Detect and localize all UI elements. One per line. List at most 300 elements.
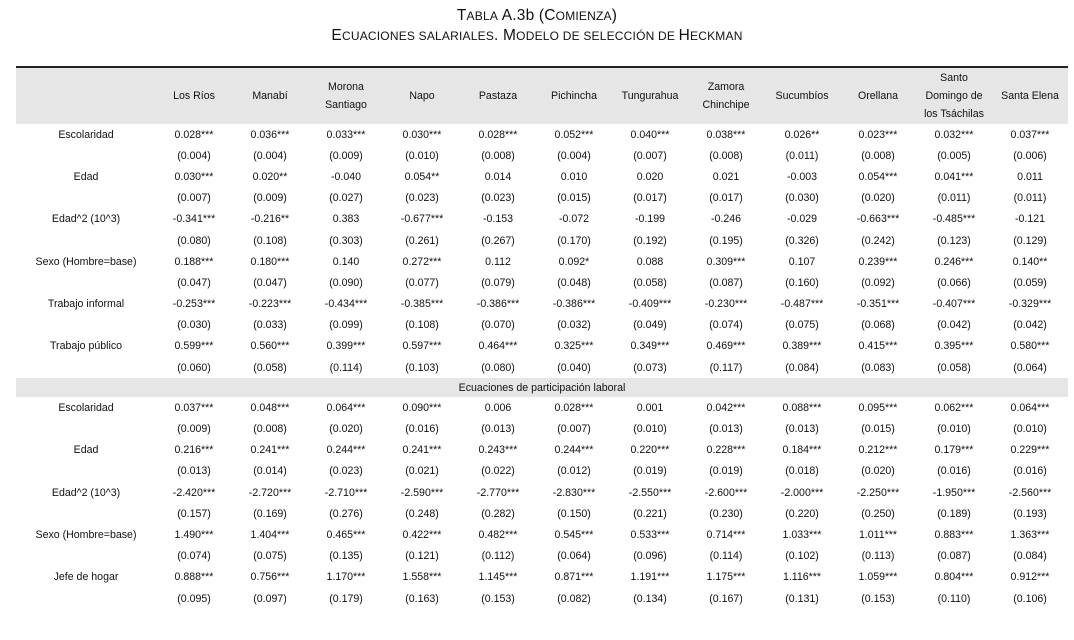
coef-cell: -2.600*** <box>704 486 748 499</box>
coef-cell: -2.550*** <box>628 486 672 499</box>
coef-cell: 0.021 <box>712 170 740 183</box>
se-cell: (0.013) <box>481 423 515 436</box>
se-cell: (0.058) <box>253 361 287 374</box>
se-cell: (0.163) <box>405 592 439 605</box>
coef-cell: -0.386*** <box>552 298 596 311</box>
coef-cell: -0.487*** <box>780 298 824 311</box>
coef-cell: 1.011*** <box>858 528 898 541</box>
se-cell: (0.150) <box>557 507 591 520</box>
se-cell: (0.282) <box>481 507 515 520</box>
subtitle-part: ODELO DE SELECCIÓN DE <box>516 29 679 43</box>
coef-cell: -2.420*** <box>172 486 216 499</box>
coef-cell: -0.040 <box>330 170 362 183</box>
se-row <box>16 546 1068 567</box>
se-cell: (0.129) <box>1013 234 1047 247</box>
coef-cell: -0.409*** <box>628 298 672 311</box>
coef-cell: -2.250*** <box>856 486 900 499</box>
coef-cell: 0.239*** <box>858 255 898 268</box>
row-label: Jefe de hogar <box>53 571 119 584</box>
coef-row <box>16 336 1068 357</box>
title-part: ) <box>611 7 618 24</box>
se-cell: (0.019) <box>709 465 743 478</box>
se-cell: (0.123) <box>937 234 971 247</box>
se-cell: (0.074) <box>709 319 743 332</box>
coef-cell: 0.092* <box>558 255 590 268</box>
se-cell: (0.020) <box>861 465 895 478</box>
se-cell: (0.110) <box>937 592 971 605</box>
coef-cell: 0.064*** <box>1010 401 1050 414</box>
coef-cell: 1.059*** <box>858 571 898 584</box>
se-cell: (0.058) <box>937 361 971 374</box>
se-cell: (0.005) <box>937 149 971 162</box>
coef-row <box>16 251 1068 272</box>
coef-cell: -0.029 <box>786 213 818 226</box>
coef-cell: -2.000*** <box>780 486 824 499</box>
se-cell: (0.082) <box>557 592 591 605</box>
se-row <box>16 357 1068 378</box>
title-part: C <box>544 7 556 24</box>
coef-cell: 0.399*** <box>326 340 366 353</box>
se-cell: (0.049) <box>633 319 667 332</box>
se-cell: (0.073) <box>633 361 667 374</box>
coef-cell: -2.720*** <box>248 486 292 499</box>
column-header: Manabí <box>232 67 308 124</box>
coef-cell: -0.341*** <box>172 213 216 226</box>
coef-cell: 0.001 <box>636 401 664 414</box>
coef-row <box>16 294 1068 315</box>
se-cell: (0.113) <box>861 550 895 563</box>
se-cell: (0.010) <box>633 423 667 436</box>
coef-row <box>16 397 1068 418</box>
coef-cell: 0.030*** <box>174 170 214 183</box>
coef-cell: -0.407*** <box>932 298 976 311</box>
coef-cell: -0.253*** <box>172 298 216 311</box>
se-cell: (0.009) <box>253 192 287 205</box>
column-header: Tungurahua <box>612 67 688 124</box>
coef-cell: 0.041*** <box>934 170 974 183</box>
se-cell: (0.179) <box>329 592 363 605</box>
se-cell: (0.192) <box>633 234 667 247</box>
se-cell: (0.066) <box>937 276 971 289</box>
se-cell: (0.326) <box>785 234 819 247</box>
se-cell: (0.047) <box>177 276 211 289</box>
coef-cell: 0.212*** <box>858 444 898 457</box>
coef-cell: 0.095*** <box>858 401 898 414</box>
coef-row <box>16 567 1068 588</box>
se-cell: (0.008) <box>253 423 287 436</box>
coef-cell: -0.677*** <box>400 213 444 226</box>
se-cell: (0.010) <box>1013 423 1047 436</box>
section-header-row <box>16 378 1068 397</box>
se-cell: (0.195) <box>709 234 743 247</box>
coef-cell: 0.032*** <box>934 128 974 141</box>
se-cell: (0.102) <box>785 550 819 563</box>
coef-row <box>16 166 1068 187</box>
se-cell: (0.058) <box>633 276 667 289</box>
se-cell: (0.020) <box>861 192 895 205</box>
se-cell: (0.242) <box>861 234 895 247</box>
se-cell: (0.221) <box>633 507 667 520</box>
coef-cell: 0.241*** <box>402 444 442 457</box>
coef-cell: 1.175*** <box>706 571 746 584</box>
coef-cell: -1.950*** <box>932 486 976 499</box>
coef-cell: 0.030*** <box>402 128 442 141</box>
se-cell: (0.084) <box>785 361 819 374</box>
empty-label-cell <box>16 188 156 209</box>
coef-cell: 0.037*** <box>1010 128 1050 141</box>
se-cell: (0.075) <box>253 550 287 563</box>
se-cell: (0.019) <box>633 465 667 478</box>
coef-cell: -0.351*** <box>856 298 900 311</box>
title-part: T <box>456 7 467 24</box>
se-cell: (0.121) <box>405 550 439 563</box>
coef-row <box>16 440 1068 461</box>
se-cell: (0.014) <box>253 465 287 478</box>
coef-cell: 0.228*** <box>706 444 746 457</box>
coef-cell: -2.770*** <box>476 486 520 499</box>
coef-cell: 0.533*** <box>630 528 670 541</box>
se-cell: (0.009) <box>177 423 211 436</box>
coef-cell: 0.107 <box>788 255 816 268</box>
coef-cell: -0.663*** <box>856 213 900 226</box>
coef-cell: 0.054** <box>404 170 440 183</box>
se-cell: (0.248) <box>405 507 439 520</box>
se-cell: (0.167) <box>709 592 743 605</box>
coef-cell: 0.244*** <box>554 444 594 457</box>
se-cell: (0.157) <box>177 507 211 520</box>
coef-cell: -0.121 <box>1014 213 1046 226</box>
se-cell: (0.017) <box>709 192 743 205</box>
coef-cell: -0.485*** <box>932 213 976 226</box>
coef-cell: 0.048*** <box>250 401 290 414</box>
coef-cell: 0.011 <box>1017 170 1043 183</box>
coef-cell: 0.062*** <box>934 401 974 414</box>
coef-cell: 0.464*** <box>478 340 518 353</box>
se-cell: (0.007) <box>557 423 591 436</box>
se-cell: (0.012) <box>557 465 591 478</box>
se-cell: (0.077) <box>405 276 439 289</box>
coef-cell: 1.363*** <box>1010 528 1050 541</box>
se-cell: (0.022) <box>481 465 515 478</box>
coef-cell: 0.883*** <box>934 528 974 541</box>
se-cell: (0.032) <box>557 319 591 332</box>
se-cell: (0.007) <box>633 149 667 162</box>
coef-cell: 0.580*** <box>1010 340 1050 353</box>
coef-cell: 0.028*** <box>478 128 518 141</box>
coef-cell: 0.014 <box>484 170 512 183</box>
coef-cell: 0.272*** <box>402 255 442 268</box>
coef-cell: 0.560*** <box>250 340 290 353</box>
column-header: Pastaza <box>460 67 536 124</box>
coef-cell: 0.220*** <box>630 444 670 457</box>
coef-cell: 0.020 <box>636 170 664 183</box>
coef-cell: 0.756*** <box>250 571 290 584</box>
empty-label-cell <box>16 546 156 567</box>
empty-label-cell <box>16 272 156 293</box>
empty-label-cell <box>16 588 156 609</box>
coef-cell: 0.090*** <box>402 401 442 414</box>
coef-cell: 0.243*** <box>478 444 518 457</box>
coef-cell: 0.026** <box>784 128 820 141</box>
coef-cell: 0.088 <box>636 255 664 268</box>
se-cell: (0.068) <box>861 319 895 332</box>
row-label: Edad^2 (10^3) <box>51 213 121 226</box>
subtitle-part: E <box>331 27 342 44</box>
table-subtitle <box>0 26 1074 46</box>
se-cell: (0.189) <box>937 507 971 520</box>
se-cell: (0.008) <box>709 149 743 162</box>
se-row <box>16 272 1068 293</box>
row-label: Sexo (Hombre=base) <box>35 528 137 541</box>
coef-cell: 1.490*** <box>174 528 214 541</box>
coef-cell: -0.072 <box>558 213 590 226</box>
coef-cell: 0.216*** <box>174 444 214 457</box>
se-cell: (0.048) <box>557 276 591 289</box>
coef-cell: 0.246*** <box>934 255 974 268</box>
column-header: Santa Elena <box>992 67 1068 124</box>
se-cell: (0.220) <box>785 507 819 520</box>
coef-cell: 0.383 <box>332 213 360 226</box>
se-cell: (0.023) <box>481 192 515 205</box>
subtitle-part: M <box>503 27 517 44</box>
se-cell: (0.011) <box>937 192 971 205</box>
se-cell: (0.017) <box>633 192 667 205</box>
coef-cell: -0.003 <box>786 170 818 183</box>
table-body <box>16 124 1068 609</box>
coef-cell: -0.386*** <box>476 298 520 311</box>
subtitle-part: ECKMAN <box>690 29 743 43</box>
se-cell: (0.023) <box>329 465 363 478</box>
se-cell: (0.087) <box>709 276 743 289</box>
se-cell: (0.033) <box>253 319 287 332</box>
se-cell: (0.013) <box>709 423 743 436</box>
column-header: Morona Santiago <box>308 67 384 124</box>
se-cell: (0.090) <box>329 276 363 289</box>
se-row <box>16 418 1068 439</box>
se-cell: (0.083) <box>861 361 895 374</box>
se-row <box>16 461 1068 482</box>
se-row <box>16 588 1068 609</box>
coef-cell: 1.558*** <box>402 571 442 584</box>
column-header: Zamora Chinchipe <box>688 67 764 124</box>
coef-cell: 0.804*** <box>934 571 974 584</box>
coef-cell: 0.912*** <box>1010 571 1050 584</box>
se-cell: (0.030) <box>785 192 819 205</box>
se-cell: (0.070) <box>481 319 515 332</box>
se-cell: (0.059) <box>1013 276 1047 289</box>
se-cell: (0.011) <box>785 149 819 162</box>
coef-cell: -0.434*** <box>324 298 368 311</box>
coef-cell: 0.038*** <box>706 128 746 141</box>
coef-cell: 0.349*** <box>630 340 670 353</box>
coef-cell: 1.170*** <box>326 571 366 584</box>
coef-cell: 0.179*** <box>934 444 974 457</box>
se-cell: (0.303) <box>329 234 363 247</box>
se-cell: (0.010) <box>405 149 439 162</box>
coef-cell: -0.153 <box>482 213 514 226</box>
se-cell: (0.030) <box>177 319 211 332</box>
se-cell: (0.250) <box>861 507 895 520</box>
se-cell: (0.080) <box>177 234 211 247</box>
se-cell: (0.131) <box>785 592 819 605</box>
coef-cell: 0.052*** <box>554 128 594 141</box>
coef-cell: 0.465*** <box>326 528 366 541</box>
coef-cell: -0.199 <box>634 213 666 226</box>
se-cell: (0.134) <box>633 592 667 605</box>
se-cell: (0.153) <box>861 592 895 605</box>
se-cell: (0.074) <box>177 550 211 563</box>
coef-cell: 0.871*** <box>554 571 594 584</box>
se-cell: (0.047) <box>253 276 287 289</box>
coef-cell: 0.395*** <box>934 340 974 353</box>
coef-cell: 1.404*** <box>250 528 290 541</box>
subtitle-part: H <box>678 27 691 44</box>
row-label: Edad <box>73 170 99 183</box>
se-cell: (0.096) <box>633 550 667 563</box>
se-cell: (0.092) <box>861 276 895 289</box>
se-cell: (0.016) <box>937 465 971 478</box>
column-header: Los Ríos <box>156 67 232 124</box>
coef-cell: 0.006 <box>484 401 512 414</box>
se-cell: (0.011) <box>1013 192 1047 205</box>
coef-row <box>16 124 1068 145</box>
coef-cell: 0.422*** <box>402 528 442 541</box>
coef-cell: 0.037*** <box>174 401 214 414</box>
se-cell: (0.007) <box>177 192 211 205</box>
coef-cell: 0.112 <box>485 255 511 268</box>
se-cell: (0.108) <box>405 319 439 332</box>
se-cell: (0.079) <box>481 276 515 289</box>
se-cell: (0.160) <box>785 276 819 289</box>
coef-cell: -2.590*** <box>400 486 444 499</box>
se-cell: (0.004) <box>177 149 211 162</box>
se-cell: (0.042) <box>937 319 971 332</box>
regression-table <box>16 66 1068 609</box>
se-row <box>16 503 1068 524</box>
table-title <box>0 6 1074 26</box>
se-cell: (0.018) <box>785 465 819 478</box>
se-cell: (0.013) <box>785 423 819 436</box>
se-row <box>16 145 1068 166</box>
se-cell: (0.170) <box>557 234 591 247</box>
row-label: Edad <box>73 444 99 457</box>
se-cell: (0.103) <box>405 361 439 374</box>
se-cell: (0.023) <box>405 192 439 205</box>
coef-cell: 0.229*** <box>1010 444 1050 457</box>
se-cell: (0.027) <box>329 192 363 205</box>
empty-label-cell <box>16 418 156 439</box>
coef-cell: 0.482*** <box>478 528 518 541</box>
row-label: Edad^2 (10^3) <box>51 486 121 499</box>
coef-cell: -0.216** <box>250 213 290 226</box>
se-cell: (0.095) <box>177 592 211 605</box>
coef-cell: 1.116*** <box>782 571 822 584</box>
coef-cell: 0.140** <box>1012 255 1048 268</box>
se-cell: (0.114) <box>329 361 363 374</box>
se-cell: (0.004) <box>253 149 287 162</box>
coef-cell: 1.033*** <box>782 528 822 541</box>
coef-cell: 0.010 <box>560 170 588 183</box>
coef-cell: -2.830*** <box>552 486 596 499</box>
coef-cell: 0.140 <box>332 255 360 268</box>
se-cell: (0.013) <box>177 465 211 478</box>
subtitle-part: . <box>494 27 504 44</box>
empty-label-cell <box>16 145 156 166</box>
se-cell: (0.060) <box>177 361 211 374</box>
coef-cell: 0.469*** <box>706 340 746 353</box>
se-row <box>16 188 1068 209</box>
column-header: Santo Domingo de los Tsáchilas <box>916 67 992 124</box>
coef-cell: 0.088*** <box>782 401 822 414</box>
se-cell: (0.153) <box>481 592 515 605</box>
coef-cell: 0.415*** <box>858 340 898 353</box>
se-cell: (0.015) <box>557 192 591 205</box>
coef-cell: 0.028*** <box>174 128 214 141</box>
coef-cell: -0.385*** <box>400 298 444 311</box>
column-header: Napo <box>384 67 460 124</box>
se-row <box>16 315 1068 336</box>
coef-cell: 0.599*** <box>174 340 214 353</box>
se-cell: (0.169) <box>253 507 287 520</box>
se-cell: (0.099) <box>329 319 363 332</box>
se-cell: (0.064) <box>1013 361 1047 374</box>
coef-cell: 0.389*** <box>782 340 822 353</box>
column-header: Pichincha <box>536 67 612 124</box>
coef-cell: -2.710*** <box>324 486 368 499</box>
subtitle-part: CUACIONES SALARIALES <box>341 29 495 43</box>
se-cell: (0.040) <box>557 361 591 374</box>
row-label: Escolaridad <box>58 128 114 141</box>
empty-label-cell <box>16 315 156 336</box>
empty-label-cell <box>16 357 156 378</box>
coef-cell: 0.597*** <box>402 340 442 353</box>
coef-cell: -0.223*** <box>248 298 292 311</box>
empty-label-cell <box>16 461 156 482</box>
coef-cell: 0.714*** <box>706 528 746 541</box>
coef-cell: 0.188*** <box>174 255 214 268</box>
coef-row <box>16 482 1068 503</box>
row-label: Sexo (Hombre=base) <box>35 255 137 268</box>
se-cell: (0.016) <box>405 423 439 436</box>
title-part: ABLA <box>466 9 499 23</box>
se-cell: (0.193) <box>1013 507 1047 520</box>
title-part: A.3b ( <box>498 7 545 24</box>
se-cell: (0.006) <box>1013 149 1047 162</box>
row-label: Trabajo informal <box>47 298 125 311</box>
coef-cell: 0.036*** <box>250 128 290 141</box>
coef-cell: 0.042*** <box>706 401 746 414</box>
row-label: Escolaridad <box>58 401 114 414</box>
table-title-block <box>0 0 1074 58</box>
coef-cell: 0.054*** <box>858 170 898 183</box>
header-empty-cell <box>16 67 156 124</box>
column-header: Sucumbíos <box>764 67 840 124</box>
coef-cell: 1.191*** <box>630 571 670 584</box>
se-cell: (0.230) <box>709 507 743 520</box>
coef-cell: 0.241*** <box>250 444 290 457</box>
se-cell: (0.016) <box>1013 465 1047 478</box>
coef-cell: 1.145*** <box>478 571 518 584</box>
coef-cell: 0.184*** <box>782 444 822 457</box>
coef-cell: -0.329*** <box>1008 298 1052 311</box>
coef-cell: 0.020** <box>252 170 288 183</box>
se-cell: (0.004) <box>557 149 591 162</box>
se-cell: (0.064) <box>557 550 591 563</box>
se-cell: (0.010) <box>937 423 971 436</box>
coef-row <box>16 209 1068 230</box>
coef-cell: 0.888*** <box>174 571 214 584</box>
coef-cell: -2.560*** <box>1008 486 1052 499</box>
